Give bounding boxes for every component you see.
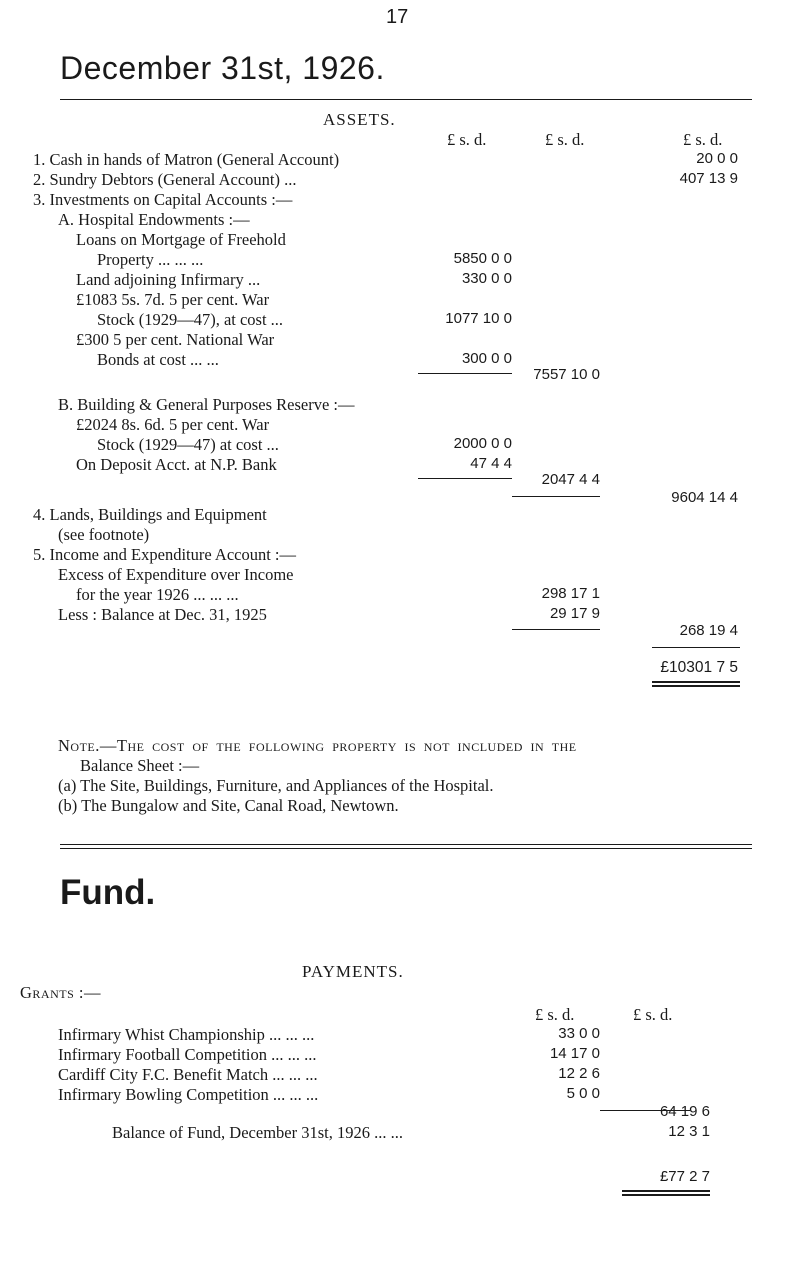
- grant-item-cardiff: Cardiff City F.C. Benefit Match ... ... ...: [58, 1065, 318, 1084]
- asset-line-loans: Loans on Mortgage of Freehold: [76, 230, 286, 249]
- grant-amount-whist: 33 0 0: [558, 1025, 600, 1042]
- note-item-a: (a) The Site, Buildings, Furniture, and Appliances of the Hospital.: [58, 776, 494, 795]
- subtotal-b-rule: [418, 478, 512, 479]
- grants-total: 64 19 6: [659, 1103, 710, 1120]
- fund-total: £77 2 7: [659, 1168, 710, 1185]
- asset-line-war-stock-desc: £1083 5s. 7d. 5 per cent. War: [76, 290, 270, 309]
- col-header-3: £ s. d.: [683, 130, 723, 149]
- asset-line-debtors: 2. Sundry Debtors (General Account) ...: [33, 170, 297, 189]
- grant-amount-bowling: 5 0 0: [566, 1085, 600, 1102]
- asset-line-bonds: Bonds at cost ... ...: [97, 350, 219, 369]
- asset-line-deposit: On Deposit Acct. at N.P. Bank: [76, 455, 277, 474]
- fund-total-double-rule-1: [622, 1190, 710, 1192]
- amount-deposit: 47 4 4: [470, 455, 512, 472]
- amount-less-balance: 29 17 9: [549, 605, 600, 622]
- grant-item-bowling: Infirmary Bowling Competition ... ... ...: [58, 1085, 319, 1104]
- asset-line-property: Property ... ... ...: [97, 250, 204, 269]
- amount-bonds: 300 0 0: [461, 350, 512, 367]
- amount-subtotal-b: 2047 4 4: [541, 471, 600, 488]
- fund-title: Fund.: [60, 873, 156, 912]
- grants-label: Grants :—: [20, 983, 101, 1002]
- title-rule: [60, 99, 752, 100]
- asset-line-reserve: B. Building & General Purposes Reserve :—: [58, 395, 355, 414]
- page-title: December 31st, 1926.: [60, 50, 385, 86]
- asset-line-footnote-ref: (see footnote): [58, 525, 150, 544]
- note-item-b: (b) The Bungalow and Site, Canal Road, Newtown.: [58, 796, 399, 815]
- amount-reserve-stock: 2000 0 0: [453, 435, 512, 452]
- asset-line-investments: 3. Investments on Capital Accounts :—: [33, 190, 293, 209]
- amount-excess: 298 17 1: [541, 585, 600, 602]
- balance-amount: 12 3 1: [668, 1123, 710, 1140]
- asset-line-lands: 4. Lands, Buildings and Equipment: [33, 505, 267, 524]
- grant-item-whist: Infirmary Whist Championship ... ... ...: [58, 1025, 315, 1044]
- subtotal-a-rule: [418, 373, 512, 374]
- amount-income-net: 268 19 4: [679, 622, 738, 639]
- asset-line-excess: for the year 1926 ... ... ...: [76, 585, 239, 604]
- amount-investments-total: 9604 14 4: [671, 489, 738, 506]
- asset-line-war-stock: Stock (1929—47), at cost ...: [97, 310, 284, 329]
- amount-debtors: 407 13 9: [679, 170, 738, 187]
- note-line-2: Balance Sheet :—: [80, 756, 200, 775]
- grant-amount-cardiff: 12 2 6: [558, 1065, 600, 1082]
- investments-total-rule: [512, 496, 600, 497]
- asset-line-endowments: A. Hospital Endowments :—: [58, 210, 250, 229]
- grant-item-football: Infirmary Football Competition ... ... ...: [58, 1045, 317, 1064]
- section-rule-1: [60, 844, 752, 845]
- fund-col-header-2: £ s. d.: [633, 1005, 673, 1024]
- asset-line-less-balance: Less : Balance at Dec. 31, 1925: [58, 605, 267, 624]
- col-header-2: £ s. d.: [545, 130, 585, 149]
- asset-line-land: Land adjoining Infirmary ...: [76, 270, 261, 289]
- col-header-1: £ s. d.: [447, 130, 487, 149]
- section-rule-2: [60, 848, 752, 849]
- grand-total-double-rule-2: [652, 685, 740, 687]
- amount-grand-total: £10301 7 5: [660, 659, 738, 676]
- amount-war-stock: 1077 10 0: [445, 310, 512, 327]
- asset-line-reserve-stock: Stock (1929—47) at cost ...: [97, 435, 279, 454]
- amount-cash: 20 0 0: [696, 150, 738, 167]
- amount-land: 330 0 0: [461, 270, 512, 287]
- grand-total-double-rule-1: [652, 681, 740, 683]
- assets-heading: ASSETS.: [323, 110, 396, 129]
- income-net-rule: [512, 629, 600, 630]
- asset-line-bonds-desc: £300 5 per cent. National War: [76, 330, 275, 349]
- page-number: 17: [386, 6, 409, 28]
- fund-total-double-rule-2: [622, 1194, 710, 1196]
- payments-heading: PAYMENTS.: [302, 962, 404, 981]
- grant-amount-football: 14 17 0: [549, 1045, 600, 1062]
- note-text: Note.—The cost of the following property is not included in the: [58, 736, 577, 755]
- asset-line-cash: 1. Cash in hands of Matron (General Account): [33, 150, 340, 169]
- fund-col-header-1: £ s. d.: [535, 1005, 575, 1024]
- asset-line-reserve-stock-desc: £2024 8s. 6d. 5 per cent. War: [76, 415, 270, 434]
- asset-line-excess-desc: Excess of Expenditure over Income: [58, 565, 294, 584]
- amount-property: 5850 0 0: [453, 250, 512, 267]
- note-line-1: [58, 736, 577, 756]
- grand-total-rule: [652, 647, 740, 648]
- amount-subtotal-a: 7557 10 0: [533, 366, 600, 383]
- balance-label: Balance of Fund, December 31st, 1926 ... ...: [112, 1123, 403, 1142]
- asset-line-income: 5. Income and Expenditure Account :—: [33, 545, 297, 564]
